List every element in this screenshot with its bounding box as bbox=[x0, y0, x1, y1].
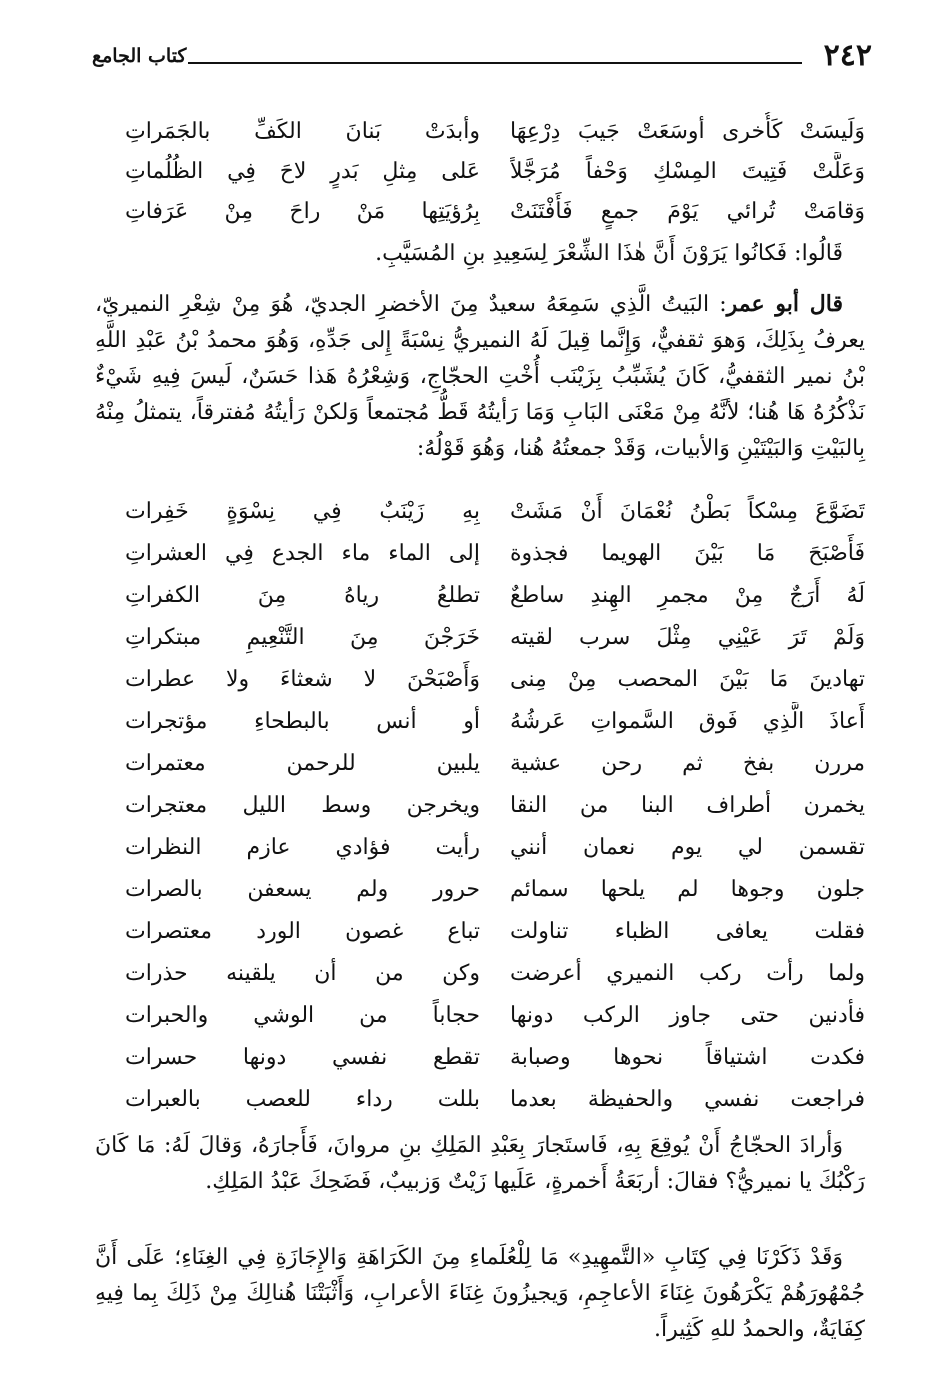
first-hemistich: فراجعت نفسي والحفيظة بعدما bbox=[510, 1087, 865, 1112]
header-rule bbox=[188, 62, 802, 64]
verse-line bbox=[95, 192, 865, 232]
verse-line bbox=[95, 744, 865, 784]
first-hemistich: فأدنين حتى جاوز الركب دونها bbox=[510, 1003, 865, 1028]
first-hemistich: ولما رأت ركب النميري أعرضت bbox=[510, 961, 865, 986]
verse-line bbox=[95, 702, 865, 742]
second-hemistich: حرور ولم يسعفن بالصرات bbox=[125, 877, 480, 902]
first-hemistich: جلون وجوها لم يلحها سمائم bbox=[510, 877, 865, 902]
second-hemistich: عَلى مِثلِ بَدرٍ لاحَ فِي الظُلُماتِ bbox=[125, 159, 480, 184]
verse-line bbox=[95, 112, 865, 152]
verse-line bbox=[95, 828, 865, 868]
first-hemistich: وَلَمْ تَرَ عَيْنِي مِثْلَ سرب لقيته bbox=[510, 625, 865, 650]
verse-line bbox=[95, 152, 865, 192]
closing-text: وَقَدْ ذَكَرْنَا فِي كِتَابِ «التَّمهِيدِ» مَا لِلْعُلَماءِ مِنَ الكَرَاهَةِ وَالإِجَازَةِ فِي الغِنَاءِ؛ عَلَى أَنَّ جُمْهُورَهُمْ يَكْرَهُونَ غِنَاءَ الأعاجِمِ، وَيجيزُونَ غِنَاءَ الأعرابِ، وَأَثْبَتْنَا هُنالِكَ مِنْ ذَلِكَ بِما فِيهِ كِفَايَةٌ، والحمدُ للهِ كَثِيراً. bbox=[95, 1245, 865, 1342]
first-hemistich: فقلت يعافى الظباء تناولت bbox=[510, 919, 865, 944]
second-hemistich: وأبدَتْ بَنانَ الكَفِّ بالجَمَراتِ bbox=[125, 119, 480, 144]
first-hemistich: وَلَيسَتْ كَأُخرى أوسَعَتْ جَيبَ دِرْعِهَا bbox=[510, 119, 865, 144]
second-hemistich: إلى الماء ماء الجدع فِي العشراتِ bbox=[125, 541, 480, 566]
verse-line bbox=[95, 954, 865, 994]
second-hemistich: رأيت فؤادي عازم النظرات bbox=[125, 835, 480, 860]
paragraph-commentary bbox=[95, 286, 865, 467]
verse-line bbox=[95, 870, 865, 910]
verse-line bbox=[95, 1038, 865, 1078]
page-number: ٢٤٢ bbox=[823, 38, 872, 73]
commentary-text: : البَيتُ الَّذِي سَمِعَهُ سعيدٌ مِنَ الأخضرِ الجديّ، هُوَ مِنْ شِعْرِ النميريّ، يعرفُ بِذَلِكَ، وَهوَ ثقفيٌّ، وَإِنَّما قِيلَ لَهُ النميريُّ نِسْبَةً إِلى جَدِّهِ، وَهُوَ محمدُ بْنُ عَبْدِ اللَّهِ بْنُ نمير الثقفيُّ، كَانَ يُشَبِّبُ بِزَيْنَب أُخْتِ الحجّاجِ، وَشِعْرُهُ هَذا حَسَنٌ، لَيسَ فِيهِ شَيْءٌ نَذْكُرُهُ هَا هُنا؛ لأنَّهُ مِنْ مَعْنَى البَابِ وَمَا رَأيتُهُ قَطُّ مُجتمعاً وَلكنْ رَأيتُهُ مُفترقاً، يتمثلُ مِنْهُ بِالبَيْتِ وَالبَيْتَيْنِ وَالأبيات، وَقَدْ جمعتُهُ هُنا، وَهُوَ قَوْلُهُ: bbox=[95, 292, 865, 461]
verse-line bbox=[95, 492, 865, 532]
anecdote-text: وَأرادَ الحجّاجُ أَنْ يُوقِعَ بِهِ، فَاستَجارَ بِعَبْدِ المَلِكِ بنِ مروانَ، فَأَجارَهُ، وَقالَ لَهُ: مَا كَانَ رَكْبُكَ يا نميريُّ؟ فقالَ: أربَعَةُ أَخمرةٍ، عَلَيها زَيْتٌ وَزبيبٌ، فَضَحِكَ عَبْدُ المَلِكِ. bbox=[95, 1133, 865, 1194]
book-title: كتاب الجامع bbox=[92, 45, 187, 67]
second-hemistich: وكن من أن يلقينه حذرات bbox=[125, 961, 480, 986]
first-hemistich: أَعاذَ الَّذِي فَوق السَّمواتِ عَرشُهُ bbox=[510, 709, 865, 734]
attribution-text: قَالُوا: فَكانُوا يَرَوْنَ أَنَّ هٰذَا الشِّعْرَ لِسَعِيدِ بنِ المُسَيَّبِ. bbox=[375, 241, 843, 266]
second-hemistich: ويخرجن وسط الليل معتجرات bbox=[125, 793, 480, 818]
second-hemistich: يلبين للرحمن معتمرات bbox=[125, 751, 480, 776]
second-hemistich: تقطع نفسي دونها حسرات bbox=[125, 1045, 480, 1070]
paragraph-attribution bbox=[95, 236, 865, 272]
verse-line bbox=[95, 618, 865, 658]
first-hemistich: فكدت اشتياقاً نحوها وصبابة bbox=[510, 1045, 865, 1070]
verse-line bbox=[95, 996, 865, 1036]
second-hemistich: تباع غصون الورد معتصرات bbox=[125, 919, 480, 944]
second-hemistich: أو أنس بالبطحاءِ مؤتجرات bbox=[125, 709, 480, 734]
paragraph-closing bbox=[95, 1240, 865, 1348]
first-hemistich: تهادينَ مَا بَيْنَ المحصب مِنْ مِنى bbox=[510, 667, 865, 692]
second-hemistich: بِهِ زَيْنَبٌ فِي نِسْوَةٍ خَفِرات bbox=[125, 499, 480, 524]
verse-line bbox=[95, 660, 865, 700]
first-hemistich: مررن بفخ ثم رحن عشية bbox=[510, 751, 865, 776]
first-hemistich: يخمرن أطراف البنا من النقا bbox=[510, 793, 865, 818]
first-hemistich: وَقامَتْ تُرائي يَوْمَ جمعٍ فَأَفْتَنَتْ bbox=[510, 199, 865, 224]
second-hemistich: حجاباً من الوشي والحبرات bbox=[125, 1003, 480, 1028]
first-hemistich: لَهُ أَرَجٌ مِنْ مجمرِ الهِندِ ساطعٌ bbox=[510, 583, 865, 608]
verse-line bbox=[95, 576, 865, 616]
first-hemistich: تقسمن لي يوم نعمان أنني bbox=[510, 835, 865, 860]
speaker-label: قال أبو عمر bbox=[726, 291, 843, 317]
second-hemistich: وَأَصْبَحْنَ لا شعثاءَ ولا عطرات bbox=[125, 667, 480, 692]
first-hemistich: وَعَلَّتْ فَتِيتَ المِسْكِ وَحْفاً مُرَجَّلاً bbox=[510, 159, 865, 184]
paragraph-anecdote bbox=[95, 1128, 865, 1200]
second-hemistich: بللت رداء للعصب بالعبرات bbox=[125, 1087, 480, 1112]
first-hemistich: تَضَوَّعَ مِسْكاً بَطْنُ نُعْمَانَ أَنْ مَشَتْ bbox=[510, 499, 865, 524]
page-header bbox=[92, 38, 872, 78]
second-hemistich: تطلعُ رياهُ مِنَ الكفراتِ bbox=[125, 583, 480, 608]
first-hemistich: فَأَصْبَحَ مَا بَيْنَ الهويما فجذوة bbox=[510, 541, 865, 566]
verse-line bbox=[95, 534, 865, 574]
verse-line bbox=[95, 786, 865, 826]
second-hemistich: بِرُؤيَتِها مَنْ راحَ مِنْ عَرَفاتِ bbox=[125, 199, 480, 224]
verse-line bbox=[95, 912, 865, 952]
verse-line bbox=[95, 1080, 865, 1120]
second-hemistich: خَرَجْنَ مِنَ التَّنْعِيمِ مبتكراتِ bbox=[125, 625, 480, 650]
